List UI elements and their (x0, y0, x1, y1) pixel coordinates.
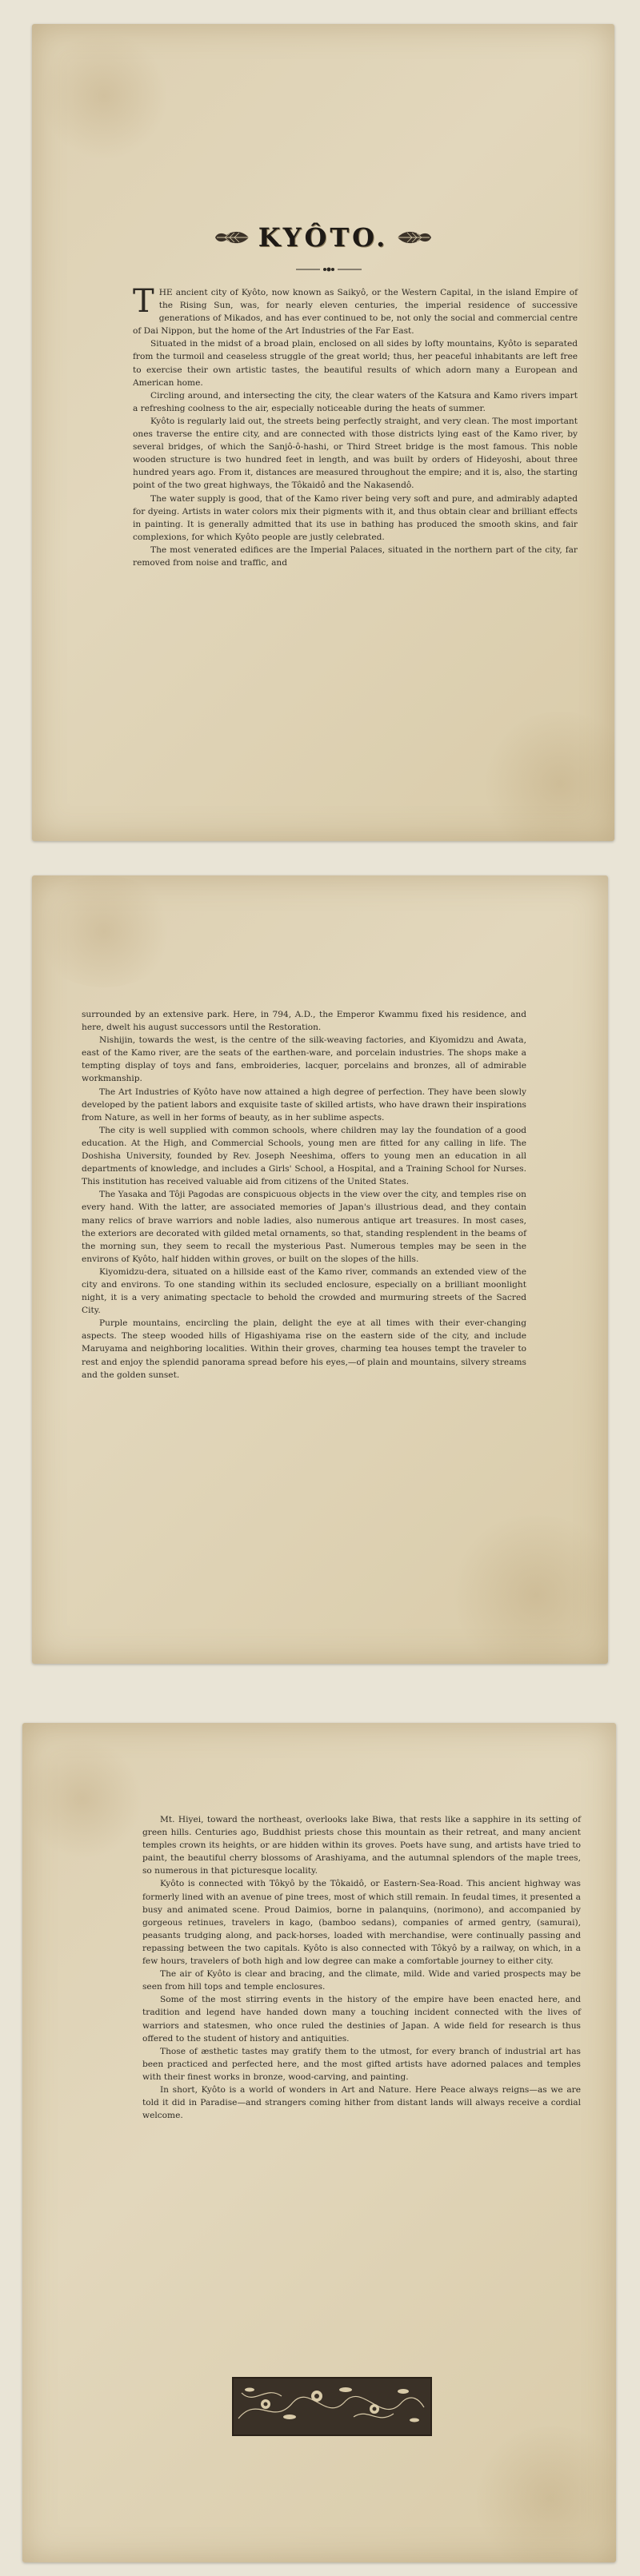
paragraph: Circling around, and intersecting the city, the clear waters of the Katsura and Kamo rivers impart a refreshing coolness to the air, especially noticeable during the heats of summer. (133, 390, 578, 413)
paper-stain (480, 712, 614, 841)
paragraph: Kyôto is connected with Tôkyô by the Tôkaidô, or Eastern-Sea-Road. This ancient highway was formerly lined with an avenue of pine trees, most of which still remain. In feudal times, it presented a busy and animated scene. Proud Daimios, borne in palanquins, (norimono), and accompanied by gorgeous retinues, travelers in kago, (bamboo sedans), companies of armed gentry, (samurai), peasants trudging along, and pack-horses, loaded with merchandise, were continually passing and repassing between the two capitals. Kyôto is also connected with Tôkyô by a railway, on which, in a few hours, travelers of both high and low degree can make a comfortable journey to either city. (142, 1879, 581, 1967)
paragraph: The water supply is good, that of the Kamo river being very soft and pure, and admirably adapted for dyeing. Artists in water colors mix their pigments with it, and thus obtain clear and brilliant effects in painting. It is generally admitted that its use in bathing has produced the smooth skins, and fair complexions, for which Kyôto people are justly celebrated. (133, 493, 578, 542)
right-leaf-ornament-icon (396, 229, 433, 246)
paragraph: surrounded by an extensive park. Here, in 794, A.D., the Emperor Kwammu fixed his residence, and here, dwelt his august successors until the Restoration. (82, 1010, 526, 1033)
page-2 (32, 875, 608, 1664)
paragraph: Kyôto is regularly laid out, the streets being perfectly straight, and very clean. The most important ones traverse the entire city, and are connected with those districts lying east of the Kamo river, by several bridges, of which the Sanjô-ô-hashi, or Third Street bridge is the most famous. This noble wooden structure is two hundred feet in length, and was built by orders of Hideyoshi, about three hundred years ago. From it, distances are measured throughout the empire; and it is, also, the starting point of the two great highways, the Tôkaidô and the Nakasendô. (133, 416, 578, 491)
paragraph: In short, Kyôto is a world of wonders in Art and Nature. Here Peace always reigns—as we are told it did in Paradise—and strangers coming hither from distant lands will always receive a cordial welcome. (142, 2084, 581, 2121)
page-1-text (133, 283, 578, 569)
drop-cap: T (133, 283, 154, 320)
paragraph: Purple mountains, encircling the plain, delight the eye at all times with their ever-changing aspects. The steep wooded hills of Higashiyama rise on the eastern side of the city, and include Maruyama and neighboring localities. Within their groves, charming tea houses tempt the traveler to rest and enjoy the splendid panorama spread before his eyes,—of plain and mountains, silvery streams and the golden sunset. (82, 1318, 526, 1380)
paragraph: Nishijin, towards the west, is the centre of the silk-weaving factories, and Kiyomidzu and Awata, east of the Kamo river, are the seats of the earthen-ware, and porcelain industries. The shops make a tempting display of toys and fans, embroideries, lacquer, porcelains and bronzes, all of admirable workmanship. (82, 1035, 526, 1084)
paper-stain (22, 1739, 142, 1859)
paper-stain (448, 1515, 608, 1664)
page-1 (32, 24, 614, 841)
page-3-text (142, 1813, 581, 2122)
paragraph: The city is well supplied with common schools, where children may lay the foundation of a good education. At the High, and Commercial Schools, young men are fitted for any calling in life. The Doshisha University, founded by Rev. Joseph Neeshima, offers to young men an education in all departments of knowledge, and includes a Girls' School, a Hospital, and a Training School for Nurses. This institution has received valuable aid from citizens of the United States. (82, 1125, 526, 1187)
paragraph: The most venerated edifices are the Imperial Palaces, situated in the northern part of the city, far removed from noise and traffic, and (133, 544, 578, 568)
title-rule-ornament (296, 265, 362, 273)
page-2-text (82, 1008, 526, 1382)
left-leaf-ornament-icon (214, 229, 250, 246)
paragraph: The Art Industries of Kyôto have now attained a high degree of perfection. They have been slowly developed by the patient labors and exquisite taste of skilled artists, who have drawn their inspirations from Nature, as well in her forms of beauty, as in her sublime aspects. (82, 1087, 526, 1123)
paragraph: Some of the most stirring events in the history of the empire have been enacted here, and tradition and legend have handed down many a touching incident connected with the lives of warriors and statesmen, who once ruled the destinies of Japan. A wide field for research is thus offered to the student of history and antiquities. (142, 1995, 581, 2044)
paragraph: Those of æsthetic tastes may gratify them to the utmost, for every branch of industrial art has been practiced and perfected here, and the most gifted artists have adorned palaces and temples with their finest works in bronze, wood-carving, and painting. (142, 2046, 581, 2082)
title-block (32, 222, 614, 253)
paragraph: The air of Kyôto is clear and bracing, and the climate, mild. Wide and varied prospects may be seen from hill tops and temple enclosures. (142, 1969, 581, 1992)
paragraph: The Yasaka and Tôji Pagodas are conspicuous objects in the view over the city, and temples rise on every hand. With the latter, are associated memories of Japan's illustrious dead, and they contain many relics of brave warriors and noble ladies, also numerous antique art treasures. In most cases, the exteriors are decorated with gilded metal ornaments, so that, standing resplendent in the beams of the morning sun, they seem to recall the mysterious Past. Numerous temples may be seen in the environs of Kyôto, half hidden within groves, or built on the slopes of the hills. (82, 1190, 526, 1264)
page-3 (22, 1723, 616, 2562)
paper-stain (40, 32, 168, 160)
paper-stain (470, 2426, 616, 2562)
paragraph-text: HE ancient city of Kyôto, now known as Saikyô, or the Western Capital, in the island Empire of the Rising Sun, was, for nearly eleven centuries, the imperial residence of successive generations of Mikados, and has ever continued to be, not only the social and commercial centre of Dai Nippon, but the home of the Art Industries of the Far East. (133, 288, 578, 337)
page-title: KYÔTO. (258, 222, 389, 253)
paragraph: Kiyomidzu-dera, situated on a hillside east of the Kamo river, commands an extended view of the city and environs. To one standing within its secluded enclosure, especially on a brilliant moonlight night, it is a very animating spectacle to behold the crowded and murmuring streets of the Sacred City. (82, 1266, 526, 1316)
paragraph: Mt. Hiyei, toward the northeast, overlooks lake Biwa, that rests like a sapphire in its setting of green hills. Centuries ago, Buddhist priests chose this mountain as their retreat, and many ancient temples crown its heights, or are hidden within its groves. Poets have sung, and artists have tried to paint, the beautiful cherry blossoms of Arashiyama, and the autumnal splendors of the maple trees, so numerous in that picturesque locality. (142, 1815, 581, 1876)
paragraph (133, 283, 578, 337)
floral-vignette-ornament (232, 2377, 432, 2436)
paragraph: Situated in the midst of a broad plain, enclosed on all sides by lofty mountains, Kyôto is separated from the turmoil and ceaseless struggle of the great world; thus, her peaceful inhabitants are left free to exercise their own artistic tastes, the beautiful results of which adorn many a European and American home. (133, 339, 578, 388)
paper-stain (32, 875, 176, 987)
